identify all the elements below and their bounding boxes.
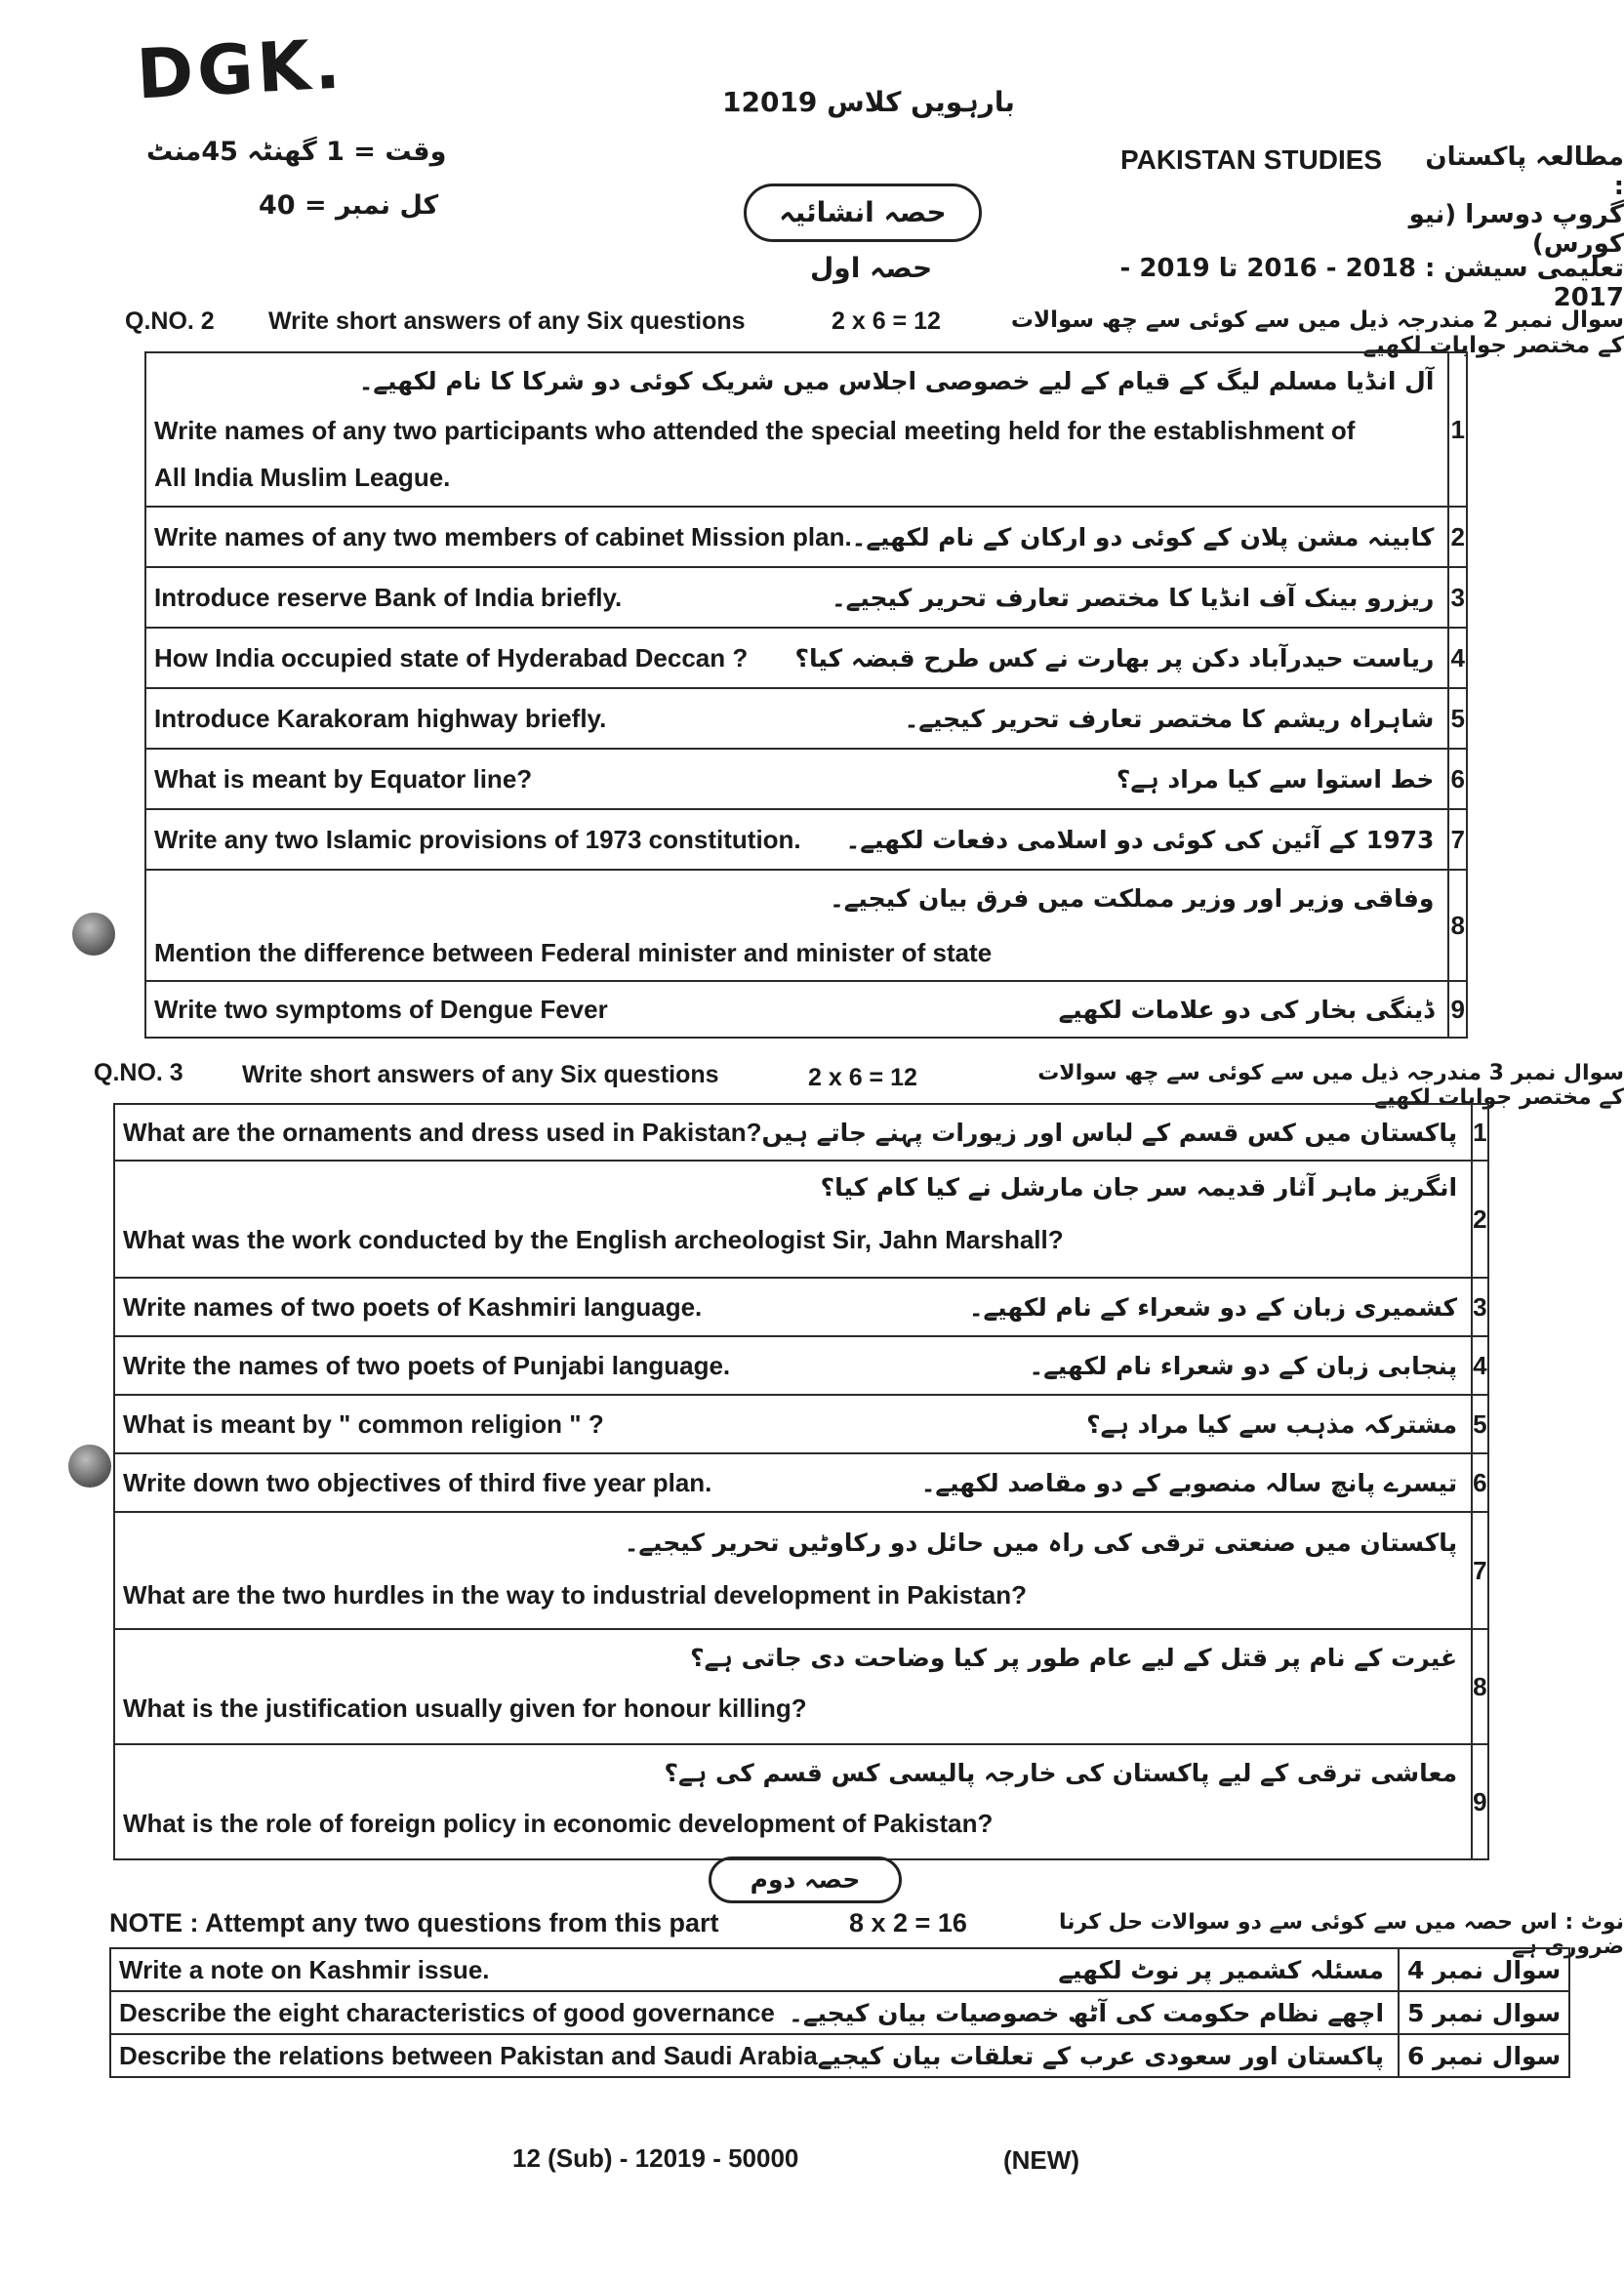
part-two-item-label: سوال نمبر 6 — [1399, 2034, 1569, 2077]
part-two-item-label: سوال نمبر 4 — [1399, 1948, 1569, 1991]
q3-item-urdu: پاکستان میں صنعتی ترقی کی راہ میں حائل دو رکاوٹیں تحریر کیجیے۔ — [624, 1529, 1458, 1557]
q3-item-urdu: پاکستان میں کس قسم کے لباس اور زیورات پہنے جاتے ہیں — [761, 1118, 1458, 1147]
part-two-row — [110, 1948, 1569, 1991]
q3-row — [114, 1336, 1488, 1395]
q3-row — [114, 1453, 1488, 1512]
subject-urdu: مطالعہ پاکستان : — [1425, 143, 1624, 201]
q3-item-number: 6 — [1472, 1453, 1487, 1512]
q2-row — [145, 809, 1467, 870]
q3-row — [114, 1395, 1488, 1453]
q2-item-en: Write names of any two participants who attended the special meeting held for the establishment of All India Muslim League. — [154, 416, 1356, 492]
q3-item-number: 8 — [1472, 1629, 1487, 1744]
q2-item-urdu: کابینہ مشن پلان کے کوئی دو ارکان کے نام لکھیے۔ — [851, 522, 1435, 551]
part-two-note: NOTE : Attempt any two questions from this part — [109, 1908, 719, 1937]
q3-marks: 2 x 6 = 12 — [808, 1064, 917, 1091]
q2-item-urdu: وفاقی وزیر اور وزیر مملکت میں فرق بیان کیجیے۔ — [830, 884, 1435, 913]
footer-tag: (NEW) — [1003, 2145, 1079, 2175]
q3-item-number: 4 — [1472, 1336, 1487, 1395]
part-two-title: حصہ دوم — [709, 1856, 902, 1903]
q3-row — [114, 1629, 1488, 1744]
q2-label: Q.NO. 2 — [125, 307, 215, 335]
q2-item-en: Introduce Karakoram highway briefly. — [154, 703, 607, 733]
q2-item-urdu: آل انڈیا مسلم لیگ کے قیام کے لیے خصوصی اجلاس میں شریک کوئی دو شرکا کا نام لکھیے۔ — [358, 367, 1435, 395]
q3-item-en: What are the ornaments and dress used in Pakistan? — [123, 1117, 762, 1147]
total-marks: کل نمبر = 40 — [259, 190, 439, 221]
q3-item-en: Write names of two poets of Kashmiri language. — [123, 1291, 703, 1322]
q2-item-en: What is meant by Equator line? — [154, 763, 533, 794]
q3-item-urdu: پنجابی زبان کے دو شعراء نام لکھیے۔ — [1029, 1351, 1458, 1380]
q3-row — [114, 1278, 1488, 1336]
q3-item-en: What is meant by " common religion " ? — [123, 1408, 604, 1439]
part-one-title: حصہ اول — [810, 252, 933, 284]
part-two-item-en: Describe the relations between Pakistan and Saudi Arabia — [119, 2040, 818, 2070]
part-two-urdu-note: نوٹ : اس حصہ میں سے کوئی سے دو سوالات حل کرنا ضروری ہے — [1058, 1910, 1624, 1959]
q2-row — [145, 628, 1467, 688]
q2-table — [144, 351, 1468, 1039]
q3-item-en: What was the work conducted by the English archeologist Sir, Jahn Marshall? — [123, 1225, 1064, 1254]
q3-row — [114, 1512, 1488, 1629]
q2-item-number: 5 — [1448, 688, 1467, 749]
q3-item-number: 7 — [1472, 1512, 1487, 1629]
part-two-item-en: Describe the eight characteristics of good governance — [119, 1997, 775, 2027]
q3-item-number: 9 — [1472, 1744, 1487, 1859]
q3-item-en: What are the two hurdles in the way to industrial development in Pakistan? — [123, 1580, 1028, 1610]
q2-item-number: 2 — [1448, 507, 1467, 567]
q2-item-number: 7 — [1448, 809, 1467, 870]
q3-item-en: Write down two objectives of third five year plan. — [123, 1467, 712, 1497]
part-two-item-urdu: مسئلہ کشمیر پر نوٹ لکھیے — [1058, 1955, 1385, 1984]
q2-item-number: 4 — [1448, 628, 1467, 688]
q3-item-urdu: انگریز ماہر آثار قدیمہ سر جان مارشل نے کیا کام کیا؟ — [820, 1173, 1458, 1202]
q2-item-urdu: خط استوا سے کیا مراد ہے؟ — [1116, 764, 1435, 794]
q3-item-number: 5 — [1472, 1395, 1487, 1453]
q3-item-en: What is the role of foreign policy in economic development of Pakistan? — [123, 1809, 994, 1838]
q2-row — [145, 688, 1467, 749]
part-two-marks: 8 x 2 = 16 — [849, 1908, 967, 1937]
q3-item-number: 1 — [1472, 1104, 1487, 1161]
q2-item-number: 8 — [1448, 870, 1467, 981]
q2-item-en: Introduce reserve Bank of India briefly. — [154, 582, 623, 612]
q3-item-urdu: کشمیری زبان کے دو شعراء کے نام لکھیے۔ — [968, 1292, 1458, 1322]
q3-item-urdu: تیسرے پانچ سالہ منصوبے کے دو مقاصد لکھیے۔ — [920, 1468, 1458, 1497]
q3-row — [114, 1744, 1488, 1859]
q3-item-number: 2 — [1472, 1161, 1487, 1278]
q2-item-urdu: 1973 کے آئین کی کوئی دو اسلامی دفعات لکھیے۔ — [845, 825, 1435, 854]
q2-row — [145, 749, 1467, 809]
q2-row — [145, 567, 1467, 628]
q2-row — [145, 981, 1467, 1038]
subject-en: PAKISTAN STUDIES — [1120, 144, 1383, 175]
session-line: تعلیمی سیشن : 2018 - 2016 تا 2019 - 2017 — [1119, 254, 1624, 312]
q3-row — [114, 1104, 1488, 1161]
q2-item-en: Write two symptoms of Dengue Fever — [154, 994, 608, 1024]
q2-item-number: 6 — [1448, 749, 1467, 809]
group-label: گروپ دوسرا (نیو کورس) — [1408, 200, 1624, 259]
q2-instruction: Write short answers of any Six questions — [268, 307, 746, 335]
part-two-item-label: سوال نمبر 5 — [1399, 1991, 1569, 2034]
q2-item-en: Write names of any two members of cabinet Mission plan. — [154, 521, 852, 551]
q2-item-number: 9 — [1448, 981, 1467, 1038]
q3-item-en: Write the names of two poets of Punjabi language. — [123, 1350, 731, 1380]
class-line: بارہویں کلاس 12019 — [722, 86, 1015, 118]
footer-code: 12 (Sub) - 12019 - 50000 — [512, 2143, 799, 2173]
q2-item-en: Mention the difference between Federal minister and minister of state — [154, 938, 993, 967]
q3-item-number: 3 — [1472, 1278, 1487, 1336]
q2-row — [145, 507, 1467, 567]
q2-item-number: 3 — [1448, 567, 1467, 628]
q2-urdu-instruction: سوال نمبر 2 مندرجہ ذیل میں سے کوئی سے چھ سوالات کے مختصر جوابات لکھیے — [1010, 307, 1624, 358]
q2-item-urdu: ریزرو بینک آف انڈیا کا مختصر تعارف تحریر کیجیے۔ — [832, 583, 1435, 612]
part-two-table — [109, 1947, 1570, 2078]
q3-table — [113, 1103, 1489, 1860]
q2-row — [145, 870, 1467, 981]
q2-item-urdu: ریاست حیدرآباد دکن پر بھارت نے کس طرح قبضہ کیا؟ — [794, 643, 1435, 673]
q3-urdu-instruction: سوال نمبر 3 مندرجہ ذیل میں سے کوئی سے چھ سوالات کے مختصر جوابات لکھیے — [1037, 1061, 1624, 1110]
q3-item-urdu: معاشی ترقی کے لیے پاکستان کی خارجہ پالیسی کس قسم کی ہے؟ — [664, 1759, 1458, 1787]
handwritten-mark: DGK. — [134, 23, 346, 115]
punch-hole — [68, 1445, 111, 1488]
paper-type-badge: حصہ انشائیہ — [744, 184, 982, 242]
part-two-row — [110, 1991, 1569, 2034]
q2-item-urdu: شاہراہ ریشم کا مختصر تعارف تحریر کیجیے۔ — [904, 704, 1435, 733]
q3-item-urdu: غیرت کے نام پر قتل کے لیے عام طور پر کیا وضاحت دی جاتی ہے؟ — [690, 1644, 1458, 1672]
time-allowed: وقت = 1 گھنٹہ 45منٹ — [146, 137, 447, 167]
q2-item-number: 1 — [1448, 352, 1467, 507]
q2-item-urdu: ڈینگی بخار کی دو علامات لکھیے — [1058, 995, 1435, 1024]
part-two-item-en: Write a note on Kashmir issue. — [119, 1954, 490, 1984]
punch-hole — [72, 913, 115, 956]
q2-item-en: Write any two Islamic provisions of 1973 constitution. — [154, 824, 801, 854]
part-two-item-urdu: پاکستان اور سعودی عرب کے تعلقات بیان کیجیے — [817, 2041, 1385, 2070]
q2-marks: 2 x 6 = 12 — [832, 307, 941, 335]
part-two-item-urdu: اچھے نظام حکومت کی آٹھ خصوصیات بیان کیجیے۔ — [789, 1998, 1385, 2027]
q3-label: Q.NO. 3 — [94, 1059, 183, 1086]
q3-instruction: Write short answers of any Six questions — [242, 1061, 719, 1088]
q2-item-en: How India occupied state of Hyderabad Deccan ? — [154, 642, 749, 673]
part-two-row — [110, 2034, 1569, 2077]
q3-item-urdu: مشترکہ مذہب سے کیا مراد ہے؟ — [1086, 1409, 1458, 1439]
q3-item-en: What is the justification usually given for honour killing? — [123, 1693, 807, 1723]
q2-row — [145, 352, 1467, 507]
q3-row — [114, 1161, 1488, 1278]
